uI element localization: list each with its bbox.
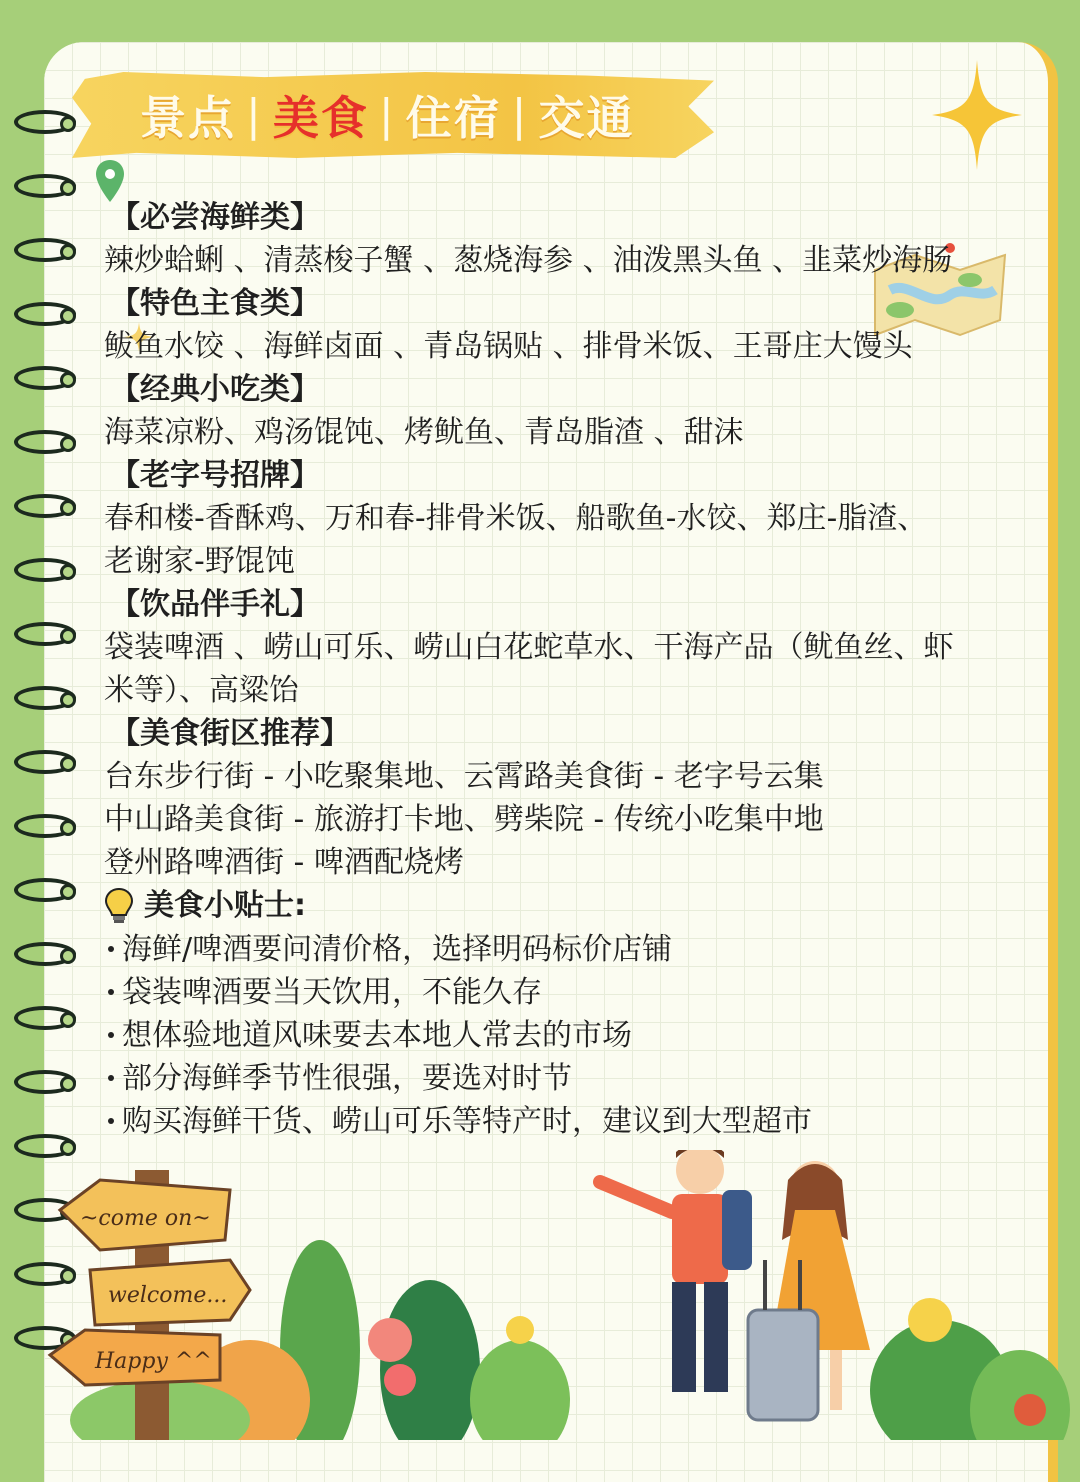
binding-ring bbox=[14, 302, 76, 326]
flower-shape bbox=[384, 1364, 416, 1396]
tips-heading bbox=[104, 884, 1034, 928]
bullet-icon bbox=[108, 1032, 114, 1038]
binding-ring bbox=[14, 750, 76, 774]
flower-shape bbox=[1014, 1394, 1046, 1426]
flower-shape bbox=[368, 1318, 412, 1362]
man-head bbox=[676, 1150, 724, 1194]
section-title: 【美食街区推荐】 bbox=[110, 716, 350, 751]
binding-ring bbox=[14, 110, 76, 134]
tip-item bbox=[104, 1057, 1034, 1100]
section-line: 中山路美食街 - 旅游打卡地、劈柴院 - 传统小吃集中地 bbox=[104, 802, 824, 837]
bullet-icon bbox=[108, 946, 114, 952]
leaf-shape bbox=[470, 1340, 570, 1440]
section-title: 【必尝海鲜类】 bbox=[110, 200, 320, 235]
sparkle-star-icon bbox=[932, 60, 1022, 170]
man-shirt bbox=[672, 1194, 728, 1284]
tip-item bbox=[104, 1014, 1034, 1057]
section-line: 米等）、高粱饴 bbox=[104, 673, 299, 708]
bottom-illustration bbox=[0, 1150, 1080, 1440]
flower-shape bbox=[908, 1298, 952, 1342]
tab-transport[interactable]: 交通 bbox=[538, 91, 635, 145]
tip-text: 购买海鲜干货、崂山可乐等特产时，建议到大型超市 bbox=[122, 1104, 812, 1139]
section-staple bbox=[104, 282, 1034, 368]
tip-text: 部分海鲜季节性很强，要选对时节 bbox=[122, 1061, 572, 1096]
sign-text: Happy ^^ bbox=[95, 1349, 212, 1374]
section-food-streets bbox=[104, 712, 1034, 884]
tip-item bbox=[104, 1100, 1034, 1143]
section-title: 【特色主食类】 bbox=[110, 286, 320, 321]
binding-ring bbox=[14, 430, 76, 454]
tab-separator: | bbox=[511, 89, 529, 141]
food-guide-content bbox=[104, 196, 1034, 1143]
man-backpack bbox=[722, 1190, 752, 1270]
category-tabs bbox=[140, 80, 634, 150]
tab-food[interactable]: 美食 bbox=[272, 91, 369, 145]
lightbulb-icon bbox=[104, 887, 134, 925]
tab-separator: | bbox=[378, 89, 396, 141]
section-drinks-gifts bbox=[104, 583, 1034, 712]
bullet-icon bbox=[108, 989, 114, 995]
section-snacks bbox=[104, 368, 1034, 454]
binding-ring bbox=[14, 878, 76, 902]
section-seafood bbox=[104, 196, 1034, 282]
binding-ring bbox=[14, 622, 76, 646]
sign-text: welcome... bbox=[108, 1283, 228, 1308]
section-line: 袋装啤酒 、崂山可乐、崂山白花蛇草水、干海产品（鱿鱼丝、虾 bbox=[104, 630, 954, 665]
woman-leg bbox=[830, 1350, 842, 1410]
man-leg bbox=[704, 1282, 728, 1392]
tip-text: 想体验地道风味要去本地人常去的市场 bbox=[122, 1018, 632, 1053]
binding-ring bbox=[14, 494, 76, 518]
tab-sights[interactable]: 景点 bbox=[140, 91, 236, 145]
tab-separator: | bbox=[246, 89, 263, 141]
tips-heading-text: 美食小贴士: bbox=[144, 888, 306, 923]
section-line: 海菜凉粉、鸡汤馄饨、烤鱿鱼、青岛脂渣 、甜沫 bbox=[104, 415, 744, 450]
section-line: 老谢家-野馄饨 bbox=[104, 544, 295, 579]
binding-ring bbox=[14, 814, 76, 838]
section-line: 台东步行街 - 小吃聚集地、云霄路美食街 - 老字号云集 bbox=[104, 759, 824, 794]
tip-item bbox=[104, 971, 1034, 1014]
binding-ring bbox=[14, 366, 76, 390]
section-line: 辣炒蛤蜊 、清蒸梭子蟹 、葱烧海参 、油泼黑头鱼 、韭菜炒海肠 bbox=[104, 243, 953, 278]
tab-lodging[interactable]: 住宿 bbox=[405, 91, 502, 145]
tip-item bbox=[104, 928, 1034, 971]
binding-ring bbox=[14, 942, 76, 966]
binding-ring bbox=[14, 238, 76, 262]
suitcase bbox=[748, 1310, 818, 1420]
bullet-icon bbox=[108, 1118, 114, 1124]
man-arm bbox=[600, 1182, 672, 1212]
section-title: 【老字号招牌】 bbox=[110, 458, 320, 493]
section-line: 春和楼-香酥鸡、万和春-排骨米饭、船歌鱼-水饺、郑庄-脂渣、 bbox=[104, 501, 928, 536]
binding-ring bbox=[14, 686, 76, 710]
flower-shape bbox=[506, 1316, 534, 1344]
section-line: 鲅鱼水饺 、海鲜卤面 、青岛锅贴 、排骨米饭、王哥庄大馒头 bbox=[104, 329, 913, 364]
binding-ring bbox=[14, 558, 76, 582]
tip-text: 袋装啤酒要当天饮用，不能久存 bbox=[122, 975, 542, 1010]
man-leg bbox=[672, 1282, 696, 1392]
sign-text: ~come on~ bbox=[80, 1206, 211, 1231]
section-title: 【经典小吃类】 bbox=[110, 372, 320, 407]
binding-ring bbox=[14, 174, 76, 198]
tip-text: 海鲜/啤酒要问清价格，选择明码标价店铺 bbox=[122, 932, 673, 967]
binding-ring bbox=[14, 1006, 76, 1030]
bullet-icon bbox=[108, 1075, 114, 1081]
section-title: 【饮品伴手礼】 bbox=[110, 587, 320, 622]
binding-ring bbox=[14, 1070, 76, 1094]
section-line: 登州路啤酒街 - 啤酒配烧烤 bbox=[104, 845, 464, 880]
section-old-brands bbox=[104, 454, 1034, 583]
